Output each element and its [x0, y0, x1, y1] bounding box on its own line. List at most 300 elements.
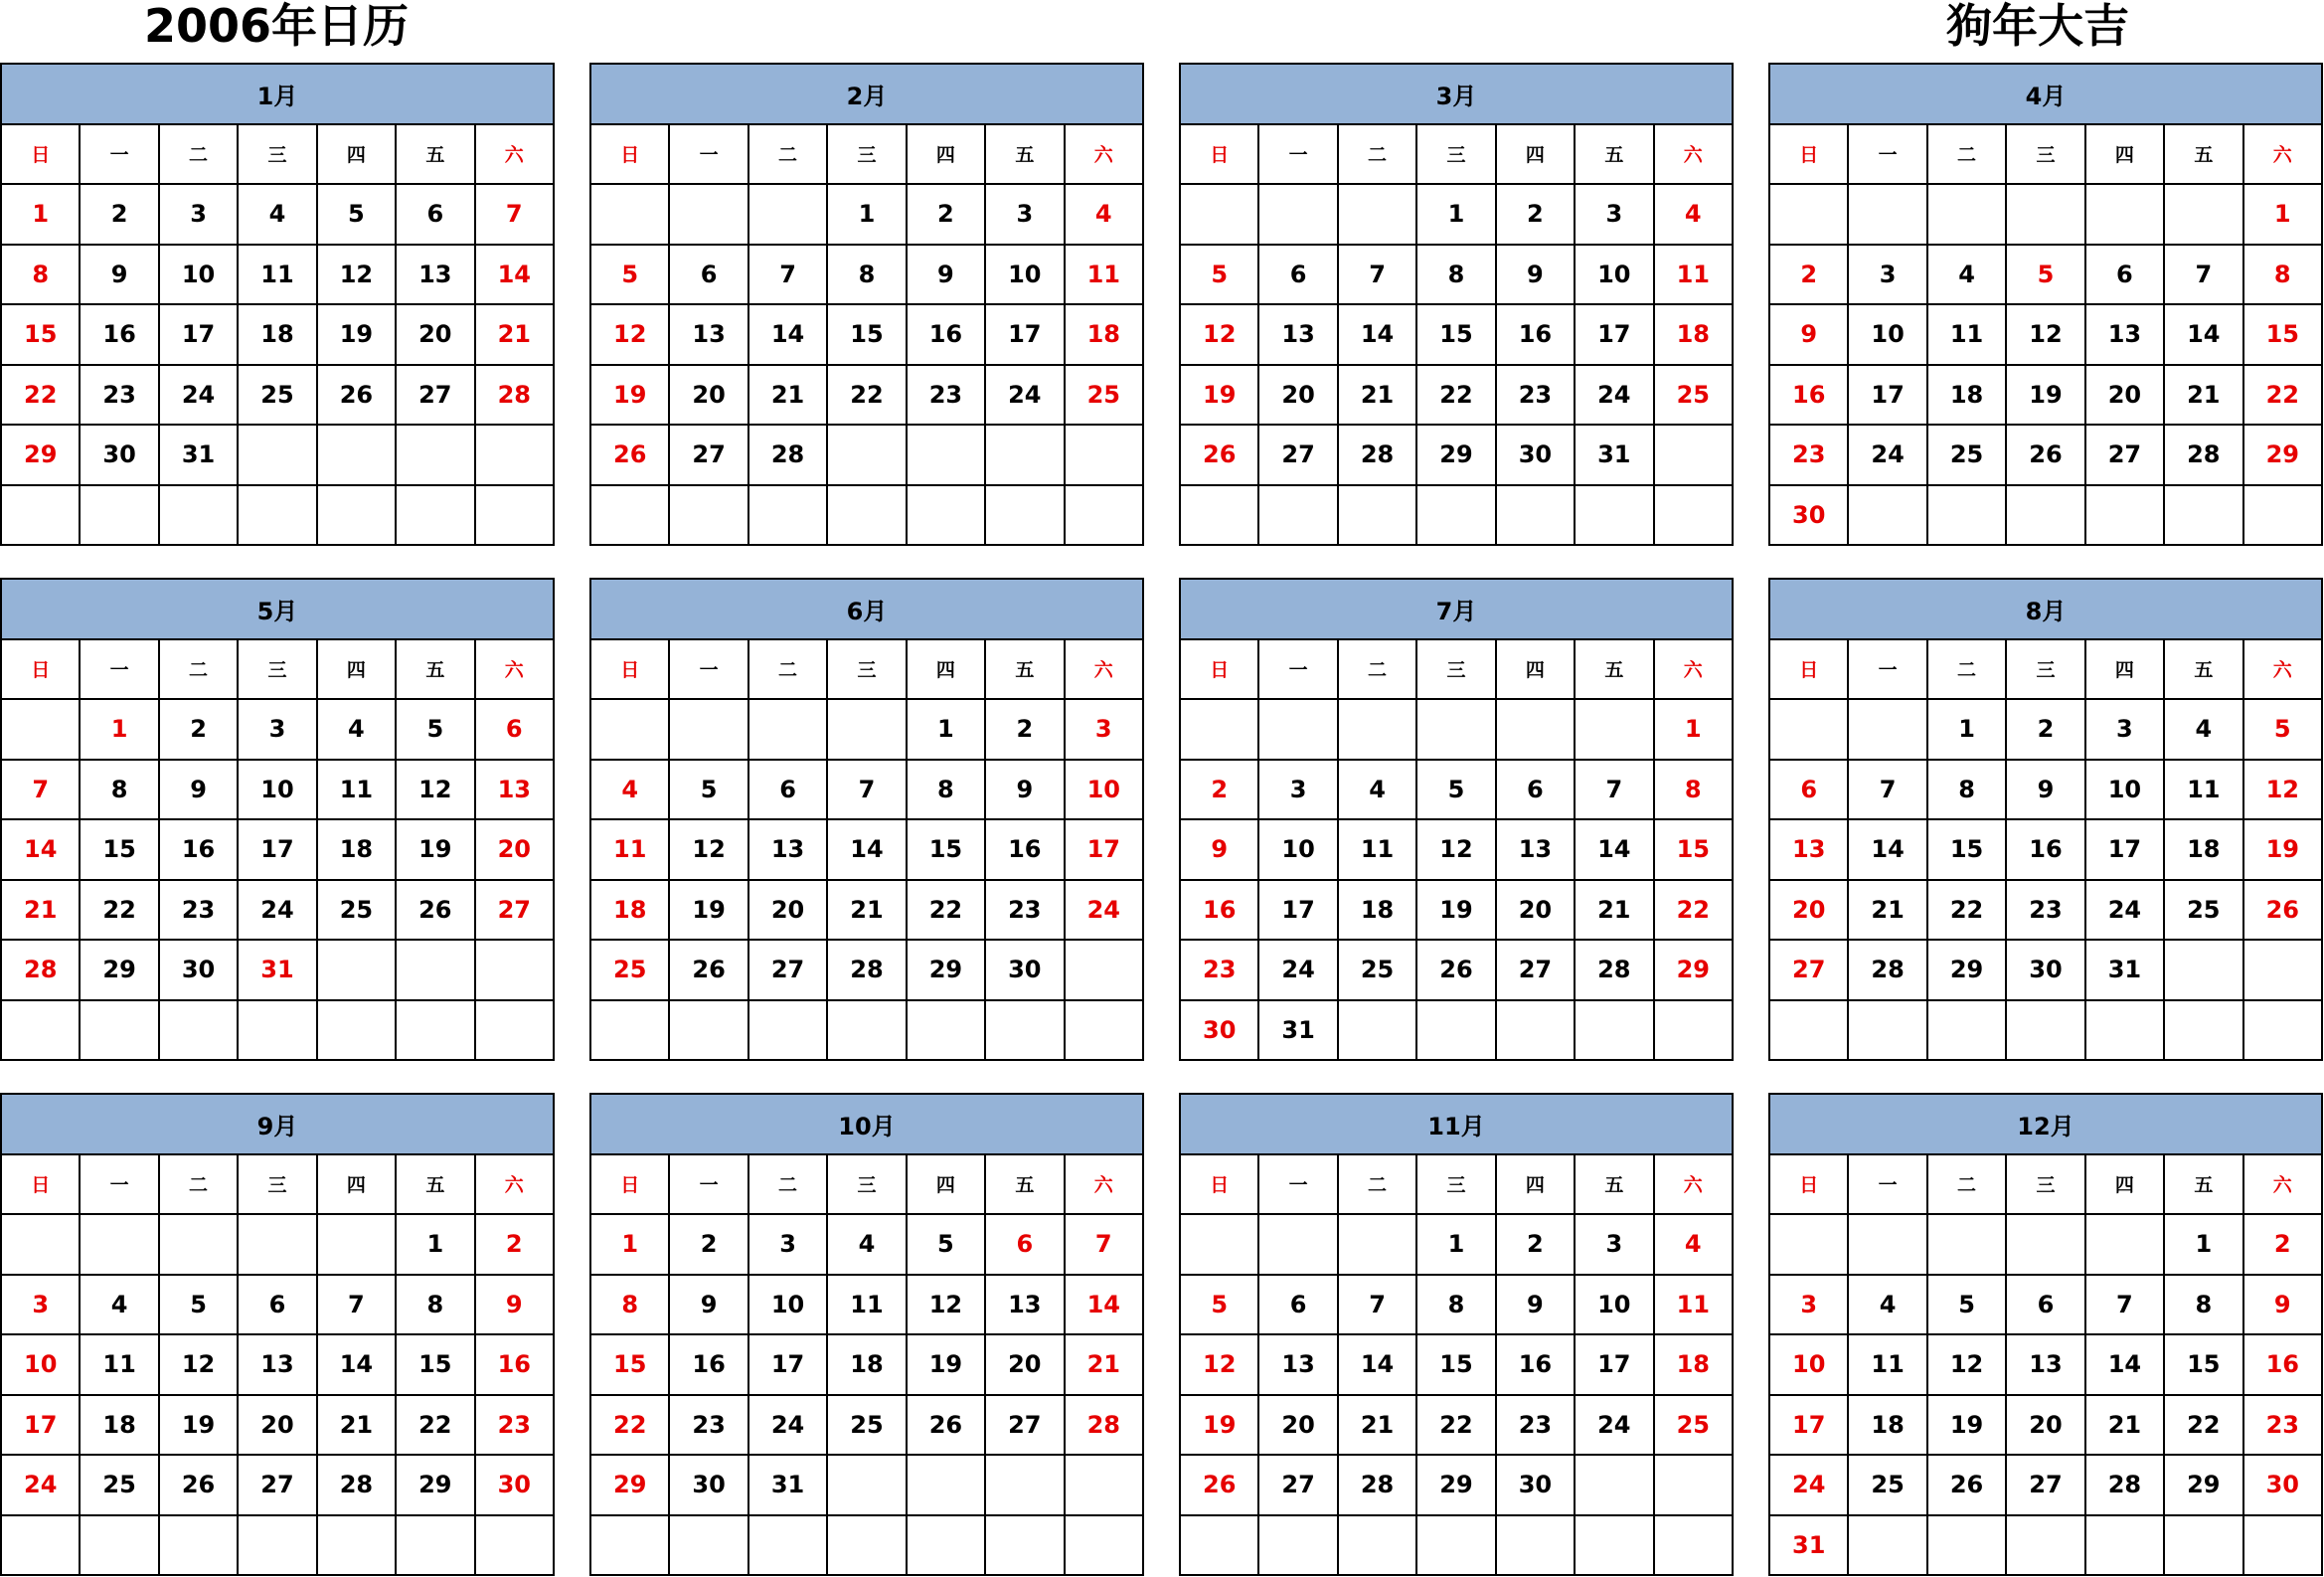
day-cell[interactable]: 27	[475, 880, 554, 941]
day-cell[interactable]: 26	[2243, 880, 2322, 941]
day-cell[interactable]: 27	[1769, 940, 1848, 1000]
day-cell[interactable]: 13	[1258, 304, 1337, 365]
day-cell[interactable]: 7	[475, 184, 554, 245]
day-cell[interactable]: 22	[1416, 1395, 1495, 1456]
day-cell[interactable]: 26	[1927, 1455, 2006, 1515]
day-cell[interactable]: 22	[1416, 365, 1495, 426]
day-cell[interactable]: 5	[907, 1214, 985, 1275]
day-cell[interactable]: 26	[159, 1455, 238, 1515]
day-cell[interactable]: 16	[475, 1334, 554, 1395]
day-cell[interactable]: 10	[1848, 304, 1926, 365]
day-cell[interactable]: 17	[1258, 880, 1337, 941]
day-cell[interactable]: 13	[2006, 1334, 2084, 1395]
day-cell[interactable]: 30	[1496, 1455, 1575, 1515]
day-cell[interactable]: 1	[1416, 1214, 1495, 1275]
day-cell[interactable]: 18	[1848, 1395, 1926, 1456]
day-cell[interactable]: 14	[748, 304, 827, 365]
day-cell[interactable]: 21	[1575, 880, 1653, 941]
day-cell[interactable]: 3	[1065, 699, 1143, 760]
day-cell[interactable]: 25	[2164, 880, 2242, 941]
day-cell[interactable]: 4	[238, 184, 316, 245]
day-cell[interactable]: 30	[1496, 425, 1575, 485]
day-cell[interactable]: 11	[827, 1275, 906, 1335]
day-cell[interactable]: 3	[159, 184, 238, 245]
day-cell[interactable]: 14	[1, 819, 80, 880]
day-cell[interactable]: 2	[669, 1214, 747, 1275]
day-cell[interactable]: 16	[2006, 819, 2084, 880]
day-cell[interactable]: 10	[985, 245, 1064, 305]
day-cell[interactable]: 22	[1927, 880, 2006, 941]
day-cell[interactable]: 19	[2006, 365, 2084, 426]
day-cell[interactable]: 26	[1180, 425, 1258, 485]
day-cell[interactable]: 30	[1769, 485, 1848, 546]
day-cell[interactable]: 18	[1065, 304, 1143, 365]
day-cell[interactable]: 23	[159, 880, 238, 941]
day-cell[interactable]: 12	[907, 1275, 985, 1335]
day-cell[interactable]: 10	[1575, 1275, 1653, 1335]
day-cell[interactable]: 18	[827, 1334, 906, 1395]
day-cell[interactable]: 13	[1769, 819, 1848, 880]
day-cell[interactable]: 31	[748, 1455, 827, 1515]
day-cell[interactable]: 28	[1, 940, 80, 1000]
day-cell[interactable]: 31	[1258, 1000, 1337, 1061]
day-cell[interactable]: 14	[1338, 1334, 1416, 1395]
day-cell[interactable]: 29	[590, 1455, 669, 1515]
day-cell[interactable]: 8	[1654, 760, 1733, 820]
day-cell[interactable]: 4	[1654, 184, 1733, 245]
day-cell[interactable]: 14	[1848, 819, 1926, 880]
day-cell[interactable]: 29	[1416, 1455, 1495, 1515]
day-cell[interactable]: 9	[2006, 760, 2084, 820]
day-cell[interactable]: 2	[2006, 699, 2084, 760]
day-cell[interactable]: 17	[238, 819, 316, 880]
day-cell[interactable]: 24	[1258, 940, 1337, 1000]
day-cell[interactable]: 6	[748, 760, 827, 820]
day-cell[interactable]: 29	[396, 1455, 474, 1515]
day-cell[interactable]: 8	[1927, 760, 2006, 820]
day-cell[interactable]: 21	[1338, 365, 1416, 426]
day-cell[interactable]: 16	[985, 819, 1064, 880]
day-cell[interactable]: 19	[907, 1334, 985, 1395]
day-cell[interactable]: 17	[985, 304, 1064, 365]
day-cell[interactable]: 18	[1654, 304, 1733, 365]
day-cell[interactable]: 30	[159, 940, 238, 1000]
day-cell[interactable]: 11	[1338, 819, 1416, 880]
day-cell[interactable]: 18	[80, 1395, 158, 1456]
day-cell[interactable]: 2	[907, 184, 985, 245]
day-cell[interactable]: 6	[985, 1214, 1064, 1275]
day-cell[interactable]: 12	[1416, 819, 1495, 880]
day-cell[interactable]: 27	[238, 1455, 316, 1515]
day-cell[interactable]: 16	[80, 304, 158, 365]
day-cell[interactable]: 25	[1654, 1395, 1733, 1456]
day-cell[interactable]: 6	[475, 699, 554, 760]
day-cell[interactable]: 14	[317, 1334, 396, 1395]
day-cell[interactable]: 10	[1258, 819, 1337, 880]
day-cell[interactable]: 23	[669, 1395, 747, 1456]
day-cell[interactable]: 25	[827, 1395, 906, 1456]
day-cell[interactable]: 19	[1927, 1395, 2006, 1456]
day-cell[interactable]: 17	[1769, 1395, 1848, 1456]
day-cell[interactable]: 23	[2006, 880, 2084, 941]
day-cell[interactable]: 2	[2243, 1214, 2322, 1275]
day-cell[interactable]: 10	[159, 245, 238, 305]
day-cell[interactable]: 29	[2243, 425, 2322, 485]
day-cell[interactable]: 17	[1, 1395, 80, 1456]
day-cell[interactable]: 18	[590, 880, 669, 941]
day-cell[interactable]: 5	[1927, 1275, 2006, 1335]
day-cell[interactable]: 25	[1338, 940, 1416, 1000]
day-cell[interactable]: 29	[907, 940, 985, 1000]
day-cell[interactable]: 29	[2164, 1455, 2242, 1515]
day-cell[interactable]: 2	[475, 1214, 554, 1275]
day-cell[interactable]: 1	[1416, 184, 1495, 245]
day-cell[interactable]: 14	[827, 819, 906, 880]
day-cell[interactable]: 23	[1496, 1395, 1575, 1456]
day-cell[interactable]: 2	[80, 184, 158, 245]
day-cell[interactable]: 1	[1654, 699, 1733, 760]
day-cell[interactable]: 21	[2164, 365, 2242, 426]
day-cell[interactable]: 16	[1496, 304, 1575, 365]
day-cell[interactable]: 17	[2085, 819, 2164, 880]
day-cell[interactable]: 19	[1180, 1395, 1258, 1456]
day-cell[interactable]: 8	[590, 1275, 669, 1335]
day-cell[interactable]: 24	[1065, 880, 1143, 941]
day-cell[interactable]: 27	[1496, 940, 1575, 1000]
day-cell[interactable]: 19	[159, 1395, 238, 1456]
day-cell[interactable]: 11	[317, 760, 396, 820]
day-cell[interactable]: 31	[1769, 1515, 1848, 1576]
day-cell[interactable]: 10	[1065, 760, 1143, 820]
day-cell[interactable]: 15	[1927, 819, 2006, 880]
day-cell[interactable]: 31	[1575, 425, 1653, 485]
day-cell[interactable]: 5	[1416, 760, 1495, 820]
day-cell[interactable]: 17	[1065, 819, 1143, 880]
day-cell[interactable]: 18	[238, 304, 316, 365]
day-cell[interactable]: 1	[827, 184, 906, 245]
day-cell[interactable]: 25	[80, 1455, 158, 1515]
day-cell[interactable]: 1	[2243, 184, 2322, 245]
day-cell[interactable]: 12	[396, 760, 474, 820]
day-cell[interactable]: 23	[907, 365, 985, 426]
day-cell[interactable]: 9	[985, 760, 1064, 820]
day-cell[interactable]: 7	[1338, 1275, 1416, 1335]
day-cell[interactable]: 14	[475, 245, 554, 305]
day-cell[interactable]: 20	[238, 1395, 316, 1456]
day-cell[interactable]: 16	[1496, 1334, 1575, 1395]
day-cell[interactable]: 23	[1496, 365, 1575, 426]
day-cell[interactable]: 29	[80, 940, 158, 1000]
day-cell[interactable]: 25	[1848, 1455, 1926, 1515]
day-cell[interactable]: 12	[2243, 760, 2322, 820]
day-cell[interactable]: 9	[907, 245, 985, 305]
day-cell[interactable]: 20	[748, 880, 827, 941]
day-cell[interactable]: 26	[669, 940, 747, 1000]
day-cell[interactable]: 15	[907, 819, 985, 880]
day-cell[interactable]: 10	[748, 1275, 827, 1335]
day-cell[interactable]: 11	[1654, 1275, 1733, 1335]
day-cell[interactable]: 14	[1065, 1275, 1143, 1335]
day-cell[interactable]: 7	[748, 245, 827, 305]
day-cell[interactable]: 7	[1575, 760, 1653, 820]
day-cell[interactable]: 12	[1180, 1334, 1258, 1395]
day-cell[interactable]: 22	[80, 880, 158, 941]
day-cell[interactable]: 17	[159, 304, 238, 365]
day-cell[interactable]: 24	[1575, 365, 1653, 426]
day-cell[interactable]: 28	[475, 365, 554, 426]
day-cell[interactable]: 13	[669, 304, 747, 365]
day-cell[interactable]: 13	[1258, 1334, 1337, 1395]
day-cell[interactable]: 26	[590, 425, 669, 485]
day-cell[interactable]: 3	[1575, 1214, 1653, 1275]
day-cell[interactable]: 8	[1416, 245, 1495, 305]
day-cell[interactable]: 13	[475, 760, 554, 820]
day-cell[interactable]: 19	[317, 304, 396, 365]
day-cell[interactable]: 17	[1575, 1334, 1653, 1395]
day-cell[interactable]: 7	[317, 1275, 396, 1335]
day-cell[interactable]: 6	[2085, 245, 2164, 305]
day-cell[interactable]: 16	[669, 1334, 747, 1395]
day-cell[interactable]: 2	[985, 699, 1064, 760]
day-cell[interactable]: 30	[985, 940, 1064, 1000]
day-cell[interactable]: 30	[2243, 1455, 2322, 1515]
day-cell[interactable]: 19	[669, 880, 747, 941]
day-cell[interactable]: 6	[1258, 245, 1337, 305]
day-cell[interactable]: 14	[1338, 304, 1416, 365]
day-cell[interactable]: 11	[238, 245, 316, 305]
day-cell[interactable]: 22	[827, 365, 906, 426]
day-cell[interactable]: 5	[2006, 245, 2084, 305]
day-cell[interactable]: 23	[1180, 940, 1258, 1000]
day-cell[interactable]: 11	[1065, 245, 1143, 305]
day-cell[interactable]: 21	[1065, 1334, 1143, 1395]
day-cell[interactable]: 4	[1065, 184, 1143, 245]
day-cell[interactable]: 27	[1258, 1455, 1337, 1515]
day-cell[interactable]: 19	[590, 365, 669, 426]
day-cell[interactable]: 20	[669, 365, 747, 426]
day-cell[interactable]: 22	[396, 1395, 474, 1456]
day-cell[interactable]: 5	[590, 245, 669, 305]
day-cell[interactable]: 18	[2164, 819, 2242, 880]
day-cell[interactable]: 21	[2085, 1395, 2164, 1456]
day-cell[interactable]: 5	[396, 699, 474, 760]
day-cell[interactable]: 18	[1927, 365, 2006, 426]
day-cell[interactable]: 8	[1416, 1275, 1495, 1335]
day-cell[interactable]: 25	[590, 940, 669, 1000]
day-cell[interactable]: 28	[1338, 1455, 1416, 1515]
day-cell[interactable]: 15	[2243, 304, 2322, 365]
day-cell[interactable]: 19	[1416, 880, 1495, 941]
day-cell[interactable]: 6	[396, 184, 474, 245]
day-cell[interactable]: 4	[827, 1214, 906, 1275]
day-cell[interactable]: 6	[1769, 760, 1848, 820]
day-cell[interactable]: 30	[1180, 1000, 1258, 1061]
day-cell[interactable]: 16	[159, 819, 238, 880]
day-cell[interactable]: 8	[396, 1275, 474, 1335]
day-cell[interactable]: 23	[80, 365, 158, 426]
day-cell[interactable]: 28	[2164, 425, 2242, 485]
day-cell[interactable]: 19	[1180, 365, 1258, 426]
day-cell[interactable]: 25	[1927, 425, 2006, 485]
day-cell[interactable]: 16	[1769, 365, 1848, 426]
day-cell[interactable]: 28	[1848, 940, 1926, 1000]
day-cell[interactable]: 21	[827, 880, 906, 941]
day-cell[interactable]: 21	[1, 880, 80, 941]
day-cell[interactable]: 18	[1338, 880, 1416, 941]
day-cell[interactable]: 1	[907, 699, 985, 760]
day-cell[interactable]: 27	[748, 940, 827, 1000]
day-cell[interactable]: 3	[2085, 699, 2164, 760]
day-cell[interactable]: 28	[1338, 425, 1416, 485]
day-cell[interactable]: 3	[1769, 1275, 1848, 1335]
day-cell[interactable]: 7	[1065, 1214, 1143, 1275]
day-cell[interactable]: 20	[1258, 1395, 1337, 1456]
day-cell[interactable]: 15	[1416, 1334, 1495, 1395]
day-cell[interactable]: 12	[590, 304, 669, 365]
day-cell[interactable]: 27	[396, 365, 474, 426]
day-cell[interactable]: 7	[827, 760, 906, 820]
day-cell[interactable]: 23	[475, 1395, 554, 1456]
day-cell[interactable]: 13	[396, 245, 474, 305]
day-cell[interactable]: 10	[238, 760, 316, 820]
day-cell[interactable]: 5	[159, 1275, 238, 1335]
day-cell[interactable]: 24	[985, 365, 1064, 426]
day-cell[interactable]: 27	[2006, 1455, 2084, 1515]
day-cell[interactable]: 8	[827, 245, 906, 305]
day-cell[interactable]: 11	[1848, 1334, 1926, 1395]
day-cell[interactable]: 8	[2243, 245, 2322, 305]
day-cell[interactable]: 16	[907, 304, 985, 365]
day-cell[interactable]: 3	[748, 1214, 827, 1275]
day-cell[interactable]: 24	[1, 1455, 80, 1515]
day-cell[interactable]: 8	[80, 760, 158, 820]
day-cell[interactable]: 20	[1496, 880, 1575, 941]
day-cell[interactable]: 20	[985, 1334, 1064, 1395]
day-cell[interactable]: 10	[1769, 1334, 1848, 1395]
day-cell[interactable]: 11	[80, 1334, 158, 1395]
day-cell[interactable]: 2	[1180, 760, 1258, 820]
day-cell[interactable]: 20	[396, 304, 474, 365]
day-cell[interactable]: 6	[2006, 1275, 2084, 1335]
day-cell[interactable]: 9	[1769, 304, 1848, 365]
day-cell[interactable]: 23	[1769, 425, 1848, 485]
day-cell[interactable]: 10	[2085, 760, 2164, 820]
day-cell[interactable]: 17	[748, 1334, 827, 1395]
day-cell[interactable]: 12	[2006, 304, 2084, 365]
day-cell[interactable]: 1	[1, 184, 80, 245]
day-cell[interactable]: 12	[1927, 1334, 2006, 1395]
day-cell[interactable]: 3	[1258, 760, 1337, 820]
day-cell[interactable]: 21	[475, 304, 554, 365]
day-cell[interactable]: 9	[669, 1275, 747, 1335]
day-cell[interactable]: 7	[1848, 760, 1926, 820]
day-cell[interactable]: 28	[1065, 1395, 1143, 1456]
day-cell[interactable]: 6	[1496, 760, 1575, 820]
day-cell[interactable]: 26	[907, 1395, 985, 1456]
day-cell[interactable]: 26	[1416, 940, 1495, 1000]
day-cell[interactable]: 3	[238, 699, 316, 760]
day-cell[interactable]: 23	[2243, 1395, 2322, 1456]
day-cell[interactable]: 3	[1575, 184, 1653, 245]
day-cell[interactable]: 15	[2164, 1334, 2242, 1395]
day-cell[interactable]: 24	[1575, 1395, 1653, 1456]
day-cell[interactable]: 24	[159, 365, 238, 426]
day-cell[interactable]: 26	[2006, 425, 2084, 485]
day-cell[interactable]: 2	[1496, 184, 1575, 245]
day-cell[interactable]: 9	[1180, 819, 1258, 880]
day-cell[interactable]: 31	[2085, 940, 2164, 1000]
day-cell[interactable]: 25	[1654, 365, 1733, 426]
day-cell[interactable]: 18	[1654, 1334, 1733, 1395]
day-cell[interactable]: 1	[396, 1214, 474, 1275]
day-cell[interactable]: 30	[2006, 940, 2084, 1000]
day-cell[interactable]: 17	[1575, 304, 1653, 365]
day-cell[interactable]: 18	[317, 819, 396, 880]
day-cell[interactable]: 31	[238, 940, 316, 1000]
day-cell[interactable]: 25	[1065, 365, 1143, 426]
day-cell[interactable]: 7	[1338, 245, 1416, 305]
day-cell[interactable]: 5	[2243, 699, 2322, 760]
day-cell[interactable]: 12	[669, 819, 747, 880]
day-cell[interactable]: 2	[1496, 1214, 1575, 1275]
day-cell[interactable]: 22	[2164, 1395, 2242, 1456]
day-cell[interactable]: 27	[985, 1395, 1064, 1456]
day-cell[interactable]: 15	[396, 1334, 474, 1395]
day-cell[interactable]: 4	[1654, 1214, 1733, 1275]
day-cell[interactable]: 29	[1654, 940, 1733, 1000]
day-cell[interactable]: 9	[80, 245, 158, 305]
day-cell[interactable]: 28	[2085, 1455, 2164, 1515]
day-cell[interactable]: 1	[1927, 699, 2006, 760]
day-cell[interactable]: 30	[475, 1455, 554, 1515]
day-cell[interactable]: 26	[317, 365, 396, 426]
day-cell[interactable]: 15	[1416, 304, 1495, 365]
day-cell[interactable]: 11	[590, 819, 669, 880]
day-cell[interactable]: 4	[1848, 1275, 1926, 1335]
day-cell[interactable]: 21	[748, 365, 827, 426]
day-cell[interactable]: 28	[317, 1455, 396, 1515]
day-cell[interactable]: 4	[80, 1275, 158, 1335]
day-cell[interactable]: 25	[238, 365, 316, 426]
day-cell[interactable]: 2	[159, 699, 238, 760]
day-cell[interactable]: 12	[159, 1334, 238, 1395]
day-cell[interactable]: 22	[2243, 365, 2322, 426]
day-cell[interactable]: 24	[1769, 1455, 1848, 1515]
day-cell[interactable]: 28	[827, 940, 906, 1000]
day-cell[interactable]: 15	[1, 304, 80, 365]
day-cell[interactable]: 16	[1180, 880, 1258, 941]
day-cell[interactable]: 27	[1258, 425, 1337, 485]
day-cell[interactable]: 15	[1654, 819, 1733, 880]
day-cell[interactable]: 22	[590, 1395, 669, 1456]
day-cell[interactable]: 10	[1575, 245, 1653, 305]
day-cell[interactable]: 29	[1927, 940, 2006, 1000]
day-cell[interactable]: 1	[590, 1214, 669, 1275]
day-cell[interactable]: 1	[80, 699, 158, 760]
day-cell[interactable]: 22	[1654, 880, 1733, 941]
day-cell[interactable]: 5	[669, 760, 747, 820]
day-cell[interactable]: 20	[1769, 880, 1848, 941]
day-cell[interactable]: 25	[317, 880, 396, 941]
day-cell[interactable]: 14	[1575, 819, 1653, 880]
day-cell[interactable]: 27	[2085, 425, 2164, 485]
day-cell[interactable]: 24	[1848, 425, 1926, 485]
day-cell[interactable]: 7	[1, 760, 80, 820]
day-cell[interactable]: 5	[317, 184, 396, 245]
day-cell[interactable]: 15	[590, 1334, 669, 1395]
day-cell[interactable]: 28	[748, 425, 827, 485]
day-cell[interactable]: 24	[2085, 880, 2164, 941]
